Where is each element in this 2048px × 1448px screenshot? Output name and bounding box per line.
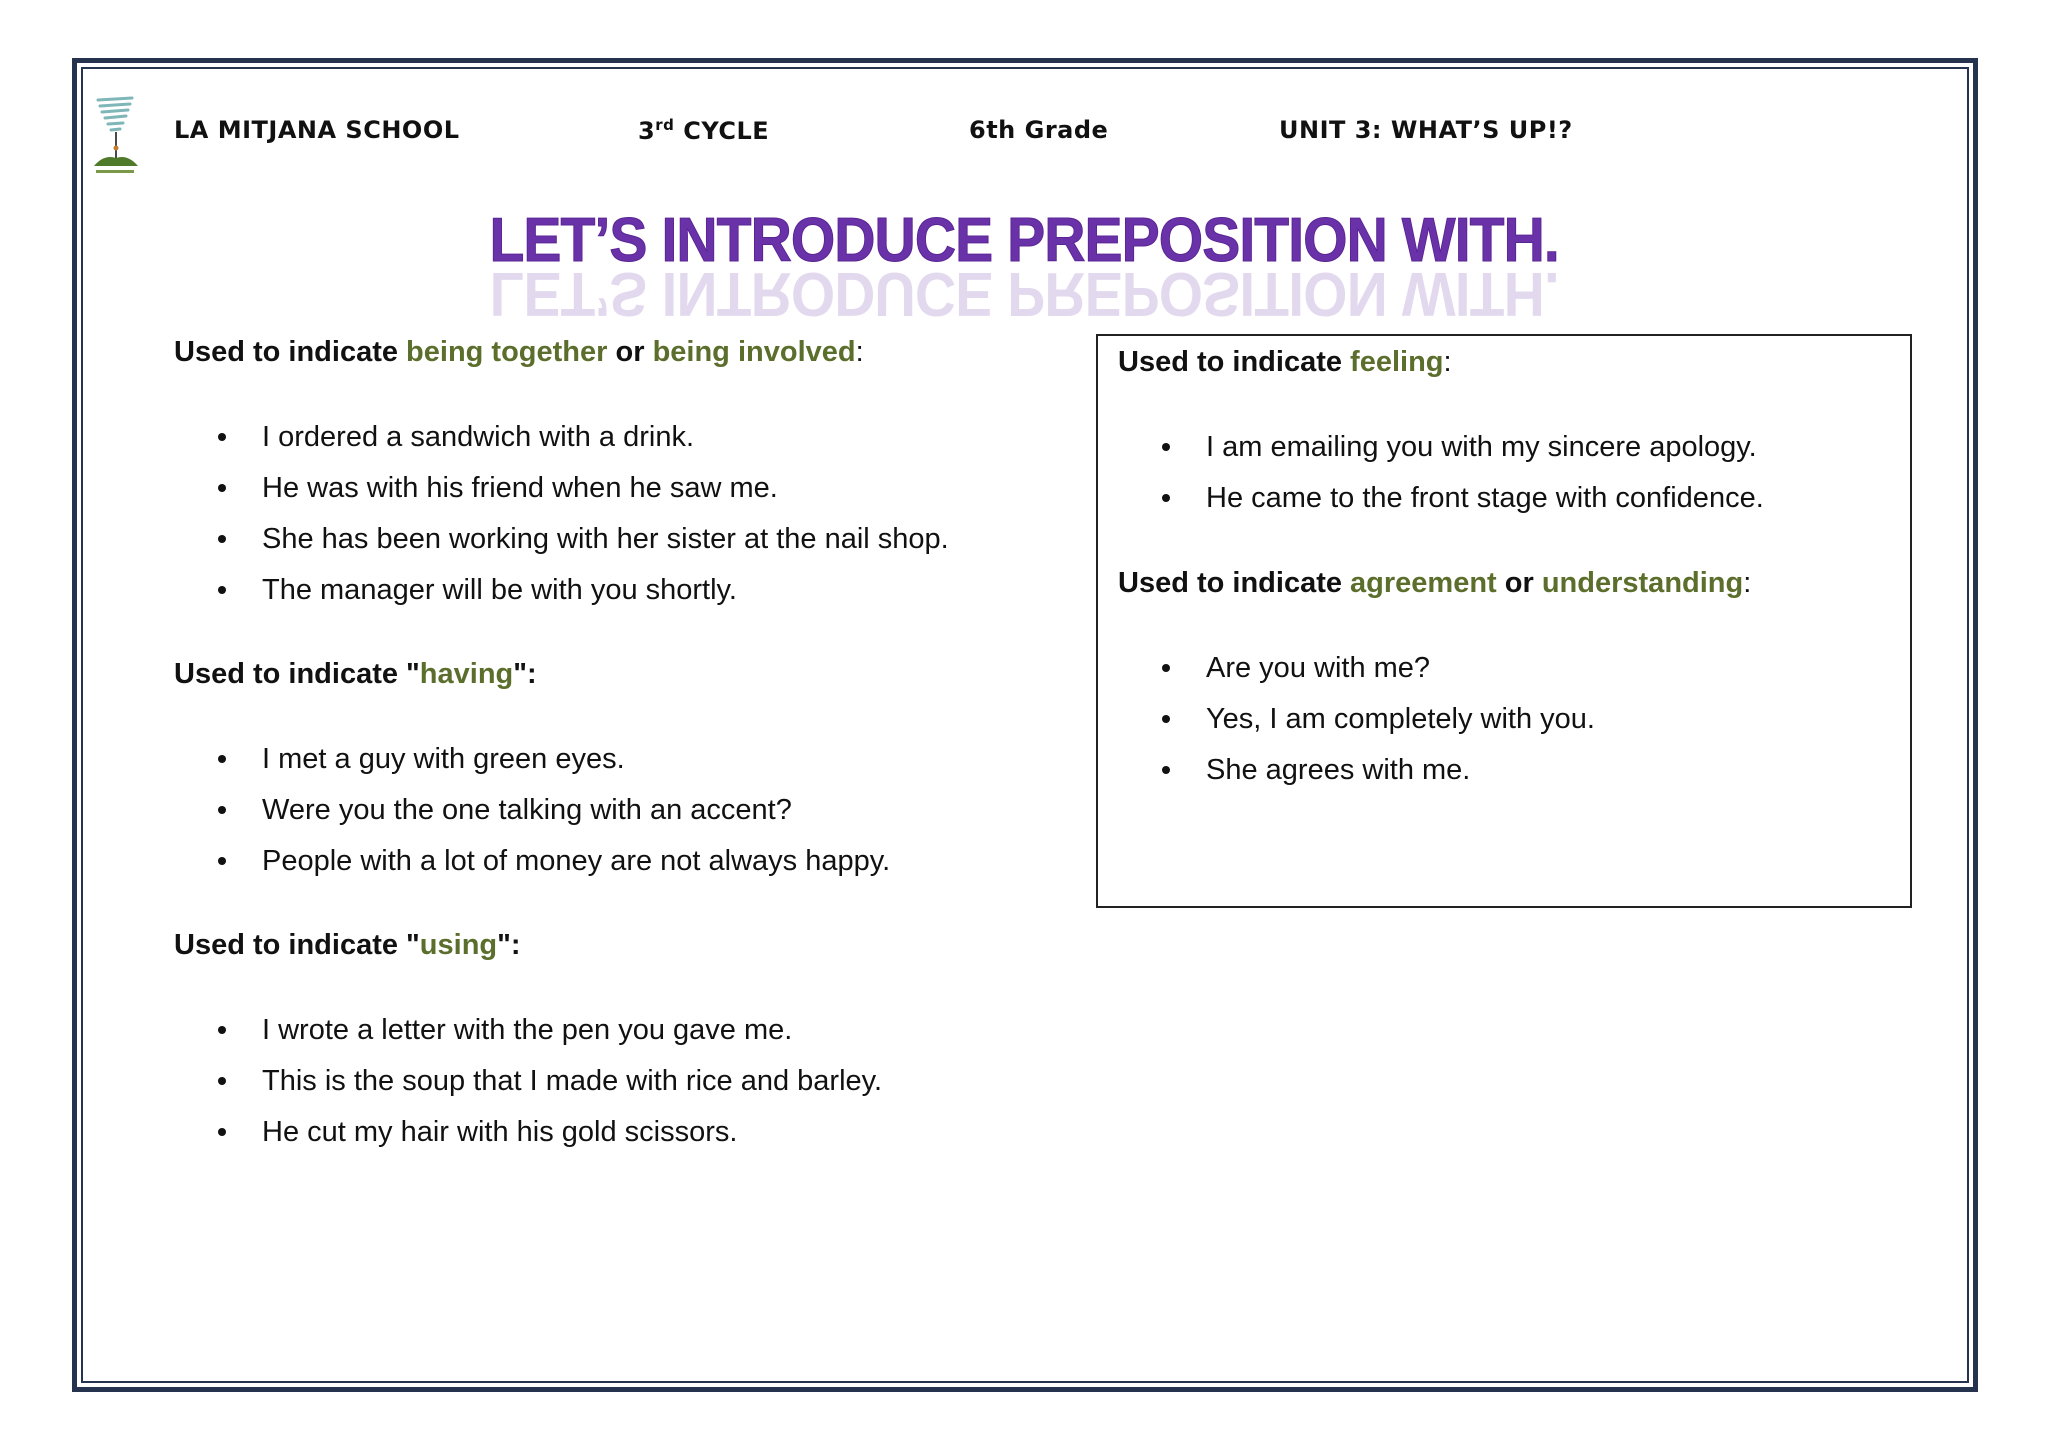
grade-label: 6th Grade xyxy=(969,116,1109,144)
list-item: She has been working with her sister at the nail shop. xyxy=(262,514,949,565)
school-name: LA MITJANA SCHOOL xyxy=(174,116,460,144)
list-item: I am emailing you with my sincere apology. xyxy=(1206,422,1764,473)
heading-using: Used to indicate "using": xyxy=(174,929,521,961)
list-item: He was with his friend when he saw me. xyxy=(262,463,949,514)
list-together xyxy=(262,412,949,616)
list-agreement xyxy=(1206,643,1595,796)
cycle-label: 3rd CYCLE xyxy=(638,116,770,145)
list-item: I ordered a sandwich with a drink. xyxy=(262,412,949,463)
heading-together: Used to indicate being together or being involved: xyxy=(174,336,864,368)
heading-having: Used to indicate "having": xyxy=(174,658,537,690)
list-item: The manager will be with you shortly. xyxy=(262,565,949,616)
list-item: Yes, I am completely with you. xyxy=(1206,694,1595,745)
list-item: This is the soup that I made with rice and barley. xyxy=(262,1056,882,1107)
page-title-text: LET’S INTRODUCE PREPOSITION WITH. xyxy=(489,206,1559,275)
list-item: Were you the one talking with an accent? xyxy=(262,785,890,836)
list-item: He cut my hair with his gold scissors. xyxy=(262,1107,882,1158)
heading-agreement: Used to indicate agreement or understanding: xyxy=(1118,567,1752,599)
list-item: Are you with me? xyxy=(1206,643,1595,694)
list-feeling xyxy=(1206,422,1764,524)
school-logo-tree-icon xyxy=(86,96,144,180)
list-item: She agrees with me. xyxy=(1206,745,1595,796)
list-item: I wrote a letter with the pen you gave me. xyxy=(262,1005,882,1056)
list-item: He came to the front stage with confidence. xyxy=(1206,473,1764,524)
heading-feeling: Used to indicate feeling: xyxy=(1118,346,1452,378)
list-using xyxy=(262,1005,882,1158)
unit-label: UNIT 3: WHAT’S UP!? xyxy=(1279,116,1573,144)
list-item: I met a guy with green eyes. xyxy=(262,734,890,785)
list-item: People with a lot of money are not always happy. xyxy=(262,836,890,887)
page-title-reflection: LET’S INTRODUCE PREPOSITION WITH. xyxy=(489,259,1559,328)
right-info-box xyxy=(1096,334,1912,908)
list-having xyxy=(262,734,890,887)
